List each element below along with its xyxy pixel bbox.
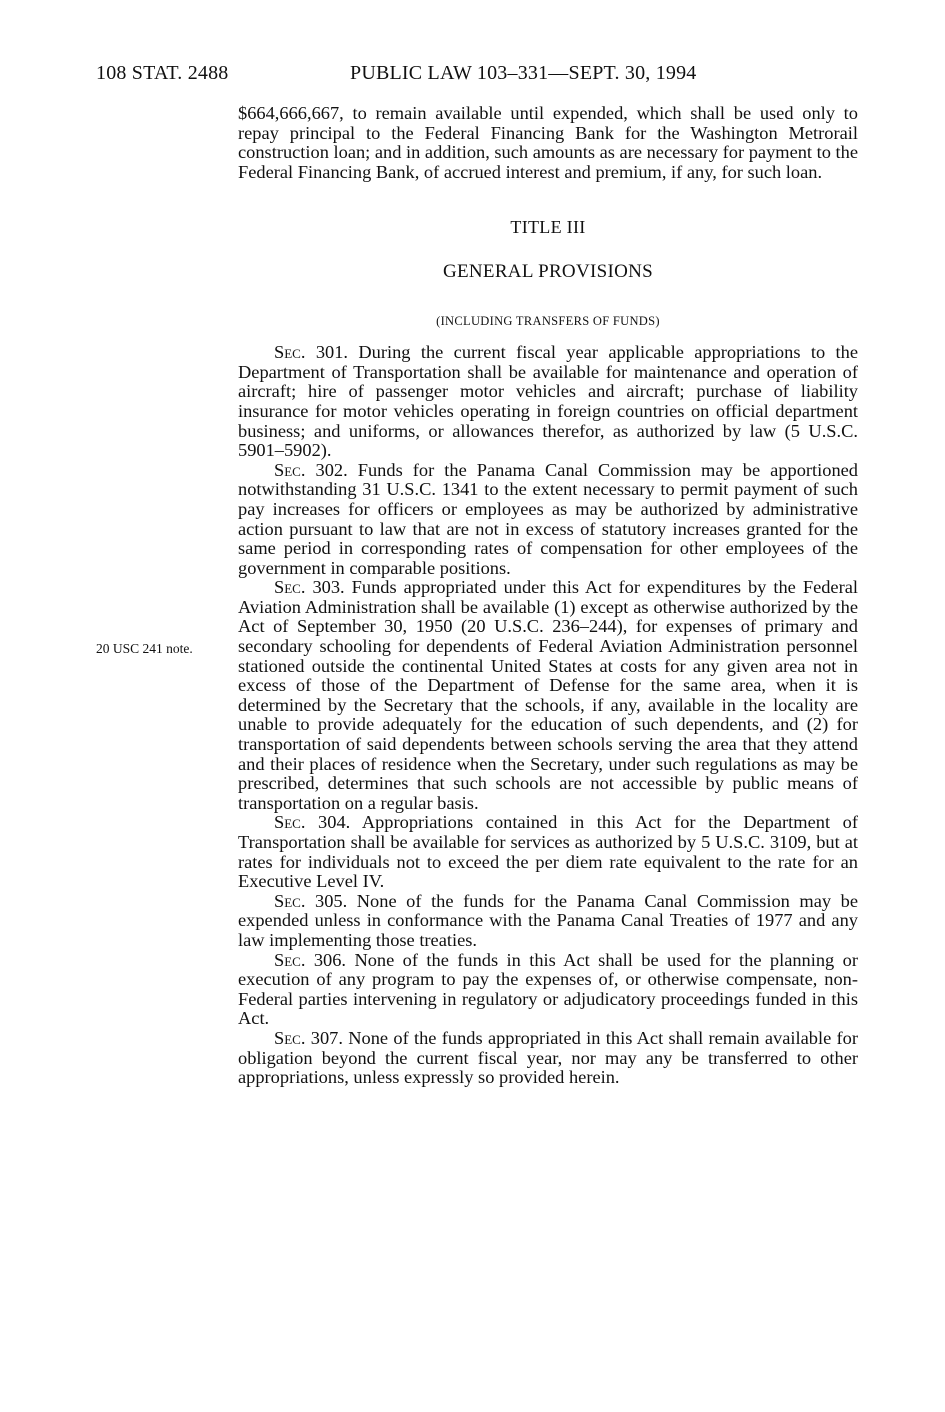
section-number: 304.: [318, 812, 351, 833]
section-label: Sec.: [274, 949, 306, 970]
stat-citation: 108 STAT. 2488: [96, 62, 229, 84]
section-label: Sec.: [274, 812, 306, 833]
section-303: [238, 578, 858, 813]
section-302: [238, 461, 858, 579]
section-number: 301.: [315, 342, 348, 363]
section-text: Funds for the Panama Canal Commission may be apportioned notwithstanding 31 U.S.C. 1341 to the extent necessary to permit payment of such pay increases for officers or employees as may be authorized by administrative action pursuant to law that are not in excess of statutory increases granted for the same period in corresponding rates of compensation for other employees of the government in comparable positions.: [238, 459, 858, 578]
section-306: [238, 951, 858, 1029]
section-number: 303.: [312, 577, 345, 598]
section-text: Funds appropriated under this Act for expenditures by the Federal Aviation Administration shall be available (1) except as otherwise authorized by the Act of September 30, 1950 (20 U.S.C. 236–244), for expenses of primary and secondary schooling for dependents of Federal Aviation Administration personnel stationed outside the continental United States at costs for any given area not in excess of those of the Department of Defense for the same area, when it is determined by the Secretary that the schools, if any, available in the locality are unable to provide adequately for the education of such dependents, and (2) for transportation of said dependents between schools serving the area that they attend and their places of residence when the Secretary, under such regulations as may be prescribed, determines that such schools are not accessible by public means of transportation on a regular basis.: [238, 577, 858, 813]
section-304: [238, 813, 858, 891]
section-307: [238, 1029, 858, 1088]
section-text: None of the funds appropriated in this Act shall remain available for obligation beyond the current fiscal year, nor may any be transferred to other appropriations, unless expressly so provided herein.: [238, 1027, 858, 1088]
section-number: 307.: [310, 1027, 343, 1048]
section-label: Sec.: [274, 890, 306, 911]
section-number: 306.: [313, 949, 347, 970]
section-301: [238, 343, 858, 461]
section-label: Sec.: [274, 1027, 306, 1048]
section-number: 305.: [315, 890, 348, 911]
section-305: [238, 892, 858, 951]
opening-paragraph: $664,666,667, to remain available until expended, which shall be used only to repay principal to the Federal Financing Bank for the Washington Metrorail construction loan; and in addition, such amounts as are necessary for payment to the Federal Financing Bank, of accrued interest and premium, if any, for such loan.: [238, 103, 859, 182]
section-text: During the current fiscal year applicable appropriations to the Department of Transportation shall be available for maintenance and operation of aircraft; hire of passenger motor vehicles and aircraft; purchase of liability insurance for motor vehicles operating in foreign countries on official department business; and uniforms, or allowances therefor, as authorized by law (5 U.S.C. 5901–5902).: [238, 342, 858, 461]
margin-note: 20 USC 241 note.: [96, 641, 193, 656]
body-column: [238, 104, 858, 1088]
section-label: Sec.: [274, 577, 306, 598]
section-label: Sec.: [274, 342, 306, 363]
public-law-citation: PUBLIC LAW 103–331—SEPT. 30, 1994: [350, 62, 697, 84]
section-number: 302.: [315, 459, 348, 480]
section-text: Appropriations contained in this Act for the Department of Transportation shall be available for services as authorized by 5 U.S.C. 3109, but at rates for individuals not to exceed the per diem rate equivalent to the rate for an Executive Level IV.: [238, 812, 858, 892]
title-heading: GENERAL PROVISIONS: [442, 260, 653, 282]
section-text: None of the funds for the Panama Canal Commission may be expended unless in conformance with the Panama Canal Treaties of 1977 and any law implementing those treaties.: [238, 890, 858, 950]
section-label: Sec.: [274, 459, 306, 480]
title-subheading: (INCLUDING TRANSFERS OF FUNDS): [436, 313, 660, 328]
section-text: None of the funds in this Act shall be used for the planning or execution of any program to pay the expenses of, or otherwise compensate, non-Federal parties intervening in regulatory or adjudicatory proceedings funded in this Act.: [238, 949, 858, 1029]
title-number: TITLE III: [510, 217, 586, 238]
